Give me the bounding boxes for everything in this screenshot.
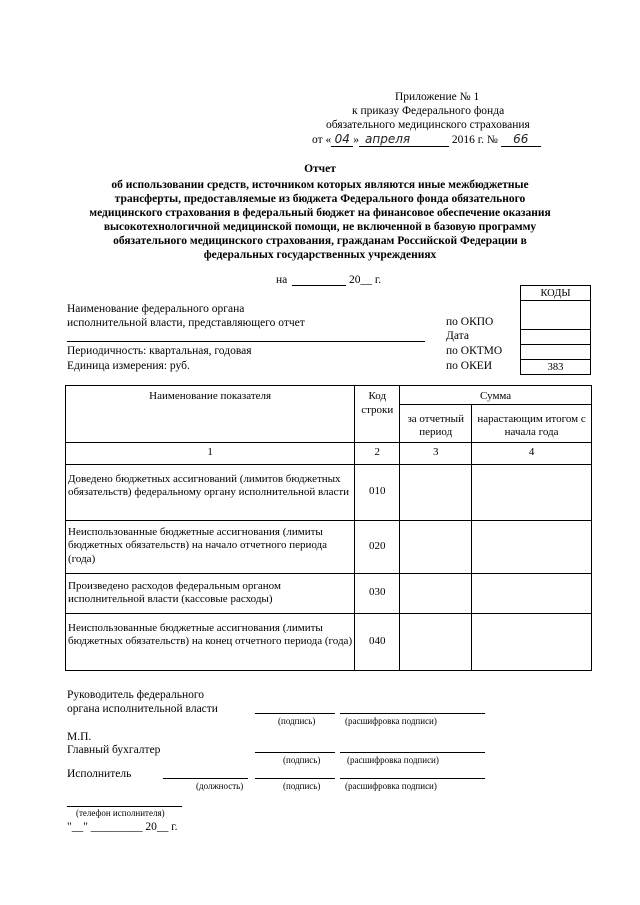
row-020-name: Неиспользованные бюджетные ассигнования (лимиты бюджетных обязательств) на начало отчетного периода (года)	[66, 520, 355, 573]
table-row	[66, 464, 592, 520]
executor-position-caption: (должность)	[196, 781, 244, 791]
table-row	[66, 573, 592, 613]
date-label: Дата	[446, 330, 469, 342]
appendix-line-2: к приказу Федерального фонда	[352, 105, 505, 117]
period-year: 20__ г.	[349, 274, 382, 286]
okei-label: по ОКЕИ	[446, 360, 493, 372]
date-cell[interactable]	[521, 330, 591, 345]
row-030-period-cell[interactable]	[400, 573, 472, 613]
col-number-3: 3	[400, 442, 472, 464]
org-name-field[interactable]	[67, 341, 425, 342]
codes-table	[520, 285, 591, 375]
phone-line[interactable]	[67, 806, 182, 807]
periodicity: Периодичность: квартальная, годовая	[67, 345, 252, 357]
row-010-period-cell[interactable]	[400, 464, 472, 520]
row-040-period-cell[interactable]	[400, 613, 472, 670]
executor-signature-caption: (подпись)	[283, 781, 321, 791]
okei-cell: 383	[521, 360, 591, 375]
okpo-cell[interactable]	[521, 301, 591, 330]
okpo-label: по ОКПО	[446, 316, 494, 328]
table-row	[66, 613, 592, 670]
row-030-name: Произведено расходов федеральным органом исполнительной власти (кассовые расходы)	[66, 573, 355, 613]
executor-decoding-caption: (расшифровка подписи)	[345, 781, 437, 791]
period-date-line	[292, 285, 346, 286]
col-number-1: 1	[66, 442, 355, 464]
appendix-date-line	[312, 132, 572, 148]
report-heading: Отчет	[304, 163, 336, 175]
org-name-line-1: Наименование федерального органа	[67, 303, 245, 315]
day-handwritten: 04	[331, 132, 353, 147]
accountant-decoding-caption: (расшифровка подписи)	[347, 755, 439, 765]
date-prefix: от «	[312, 134, 332, 146]
head-decoding-line[interactable]	[340, 713, 485, 714]
row-020-cumulative-cell[interactable]	[472, 520, 592, 573]
col-header-cumulative: нарастающим итогом с начала года	[472, 404, 592, 442]
report-title-2: трансферты, предоставляемые из бюджета Федерального фонда обязательного	[114, 193, 526, 205]
accountant-decoding-line[interactable]	[340, 752, 485, 753]
period-on: на	[276, 274, 288, 286]
row-010-code: 010	[355, 464, 400, 520]
accountant-signature-caption: (подпись)	[283, 755, 321, 765]
col-header-sum: Сумма	[400, 386, 592, 405]
report-title-4: высокотехнологичной медицинской помощи, не включенной в базовую программу	[103, 221, 537, 233]
executor-position-line[interactable]	[163, 778, 248, 779]
org-name-line-2: исполнительной власти, представляющего отчет	[67, 317, 305, 329]
phone-caption: (телефон исполнителя)	[76, 808, 165, 818]
row-040-cumulative-cell[interactable]	[472, 613, 592, 670]
head-signature-line[interactable]	[255, 713, 335, 714]
row-010-cumulative-cell[interactable]	[472, 464, 592, 520]
head-title-2: органа исполнительной власти	[67, 703, 218, 715]
row-030-code: 030	[355, 573, 400, 613]
executor-decoding-line[interactable]	[340, 778, 485, 779]
report-title-5: обязательного медицинского страхования, гражданам Российской Федерации в	[113, 235, 527, 247]
col-number-4: 4	[472, 442, 592, 464]
row-040-code: 040	[355, 613, 400, 670]
col-header-name: Наименование показателя	[66, 386, 355, 443]
row-040-name: Неиспользованные бюджетные ассигнования (лимиты бюджетных обязательств) на конец отчетного периода (года)	[66, 613, 355, 670]
row-030-cumulative-cell[interactable]	[472, 573, 592, 613]
report-date-line: "__" _________ 20__ г.	[67, 821, 178, 833]
head-signature-caption: (подпись)	[278, 716, 316, 726]
executor-title: Исполнитель	[67, 768, 132, 780]
oktmo-cell[interactable]	[521, 345, 591, 360]
table-row	[66, 520, 592, 573]
oktmo-label: по ОКТМО	[446, 345, 503, 357]
head-title-1: Руководитель федерального	[67, 689, 205, 701]
accountant-signature-line[interactable]	[255, 752, 335, 753]
order-number-handwritten: 66	[501, 132, 541, 147]
row-020-period-cell[interactable]	[400, 520, 472, 573]
report-title-1: об использовании средств, источником которых являются иные межбюджетные	[111, 179, 529, 191]
col-header-period: за отчетный период	[400, 404, 472, 442]
month-handwritten: апреля	[359, 132, 449, 147]
report-title-3: медицинского страхования в федеральный бюджет на финансовое обеспечение оказания	[89, 207, 551, 219]
executor-signature-line[interactable]	[255, 778, 335, 779]
row-010-name: Доведено бюджетных ассигнований (лимитов бюджетных обязательств) федеральному органу исполнительной власти	[66, 464, 355, 520]
row-020-code: 020	[355, 520, 400, 573]
report-title-6: федеральных государственных учреждениях	[203, 249, 437, 261]
col-number-2: 2	[355, 442, 400, 464]
indicators-table	[65, 385, 592, 671]
year-number-label: 2016 г. №	[451, 134, 498, 146]
codes-header: КОДЫ	[521, 286, 591, 301]
col-header-code: Код строки	[355, 386, 400, 443]
appendix-line-1: Приложение № 1	[395, 91, 480, 103]
accountant-title: Главный бухгалтер	[67, 744, 161, 756]
head-decoding-caption: (расшифровка подписи)	[345, 716, 437, 726]
date-mid: »	[353, 134, 359, 146]
unit-of-measure: Единица измерения: руб.	[67, 360, 190, 372]
appendix-line-3: обязательного медицинского страхования	[326, 119, 530, 131]
stamp-placeholder: М.П.	[67, 731, 92, 743]
